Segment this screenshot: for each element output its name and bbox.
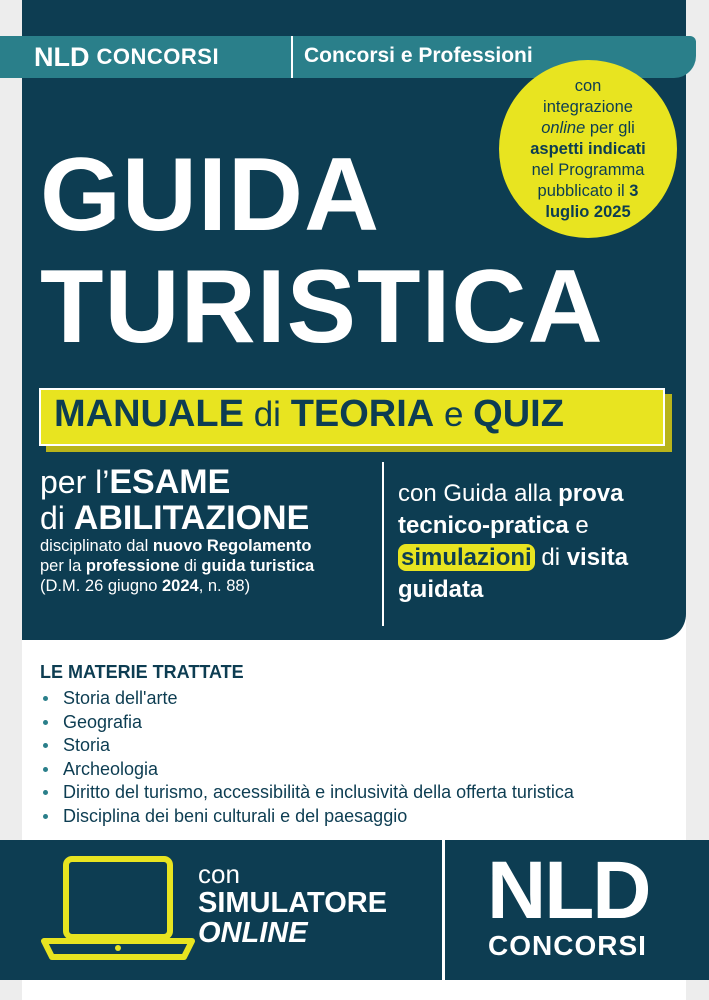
exam-line2: [40, 500, 314, 536]
text: di: [179, 557, 202, 575]
footer-divider: [442, 840, 445, 980]
simulator-online: ONLINE: [198, 917, 308, 949]
text-bold: nuovo Regolamento: [152, 537, 312, 555]
bullet-icon: [43, 790, 48, 795]
subject-label: Storia: [63, 735, 111, 755]
badge-line-bold: aspetti indicati: [530, 140, 646, 158]
laptop-icon: [38, 855, 198, 965]
bullet-icon: [43, 767, 48, 772]
text: di: [534, 544, 567, 571]
practical-test-description: [398, 478, 688, 606]
subject-label: Diritto del turismo, accessibilità e inclusività della offerta turistica: [63, 782, 574, 802]
series-label: Concorsi e Professioni: [304, 44, 533, 67]
regulation-line3: [40, 576, 314, 596]
publisher-logo-concorsi: CONCORSI: [488, 930, 647, 961]
text-bold: prova: [558, 480, 624, 507]
publisher-nld: NLD: [34, 41, 90, 72]
practical-line2: [398, 510, 688, 542]
highlight-simulazioni: simulazioni: [398, 544, 535, 571]
text: di: [40, 500, 74, 536]
list-item: [40, 687, 574, 711]
badge-text: pubblicato il: [537, 182, 630, 200]
regulation-line1: [40, 536, 314, 556]
online-integration-badge: [499, 60, 677, 238]
list-item: [40, 711, 574, 735]
text-bold: visita: [566, 544, 629, 571]
list-item: [40, 758, 574, 782]
badge-line: [499, 181, 677, 202]
practical-line3: [398, 542, 688, 574]
exam-line1: [40, 464, 314, 500]
text: per la: [40, 557, 86, 575]
badge-bold: 3: [629, 182, 639, 200]
text: (D.M. 26 giugno: [40, 577, 162, 595]
bullet-icon: [43, 743, 48, 748]
subtitle-teoria: TEORIA: [290, 393, 435, 435]
badge-text: per gli: [585, 119, 635, 137]
subject-label: Disciplina dei beni culturali e del paesaggio: [63, 805, 408, 826]
band-divider: [291, 36, 293, 78]
list-item: [40, 805, 574, 829]
badge-line: nel Programma: [531, 161, 645, 179]
text: con Guida alla: [398, 480, 559, 507]
text-bold: ABILITAZIONE: [73, 499, 310, 537]
simulator-label: SIMULATORE: [198, 887, 388, 919]
text-bold: guidata: [398, 576, 484, 603]
text: e: [568, 512, 589, 539]
badge-line: con: [574, 77, 602, 95]
list-item: [40, 781, 574, 805]
text: , n. 88): [198, 577, 251, 595]
subjects-section: [40, 662, 574, 828]
badge-line: integrazione: [543, 98, 633, 116]
subject-label: Archeologia: [63, 758, 159, 779]
simulator-con: con: [198, 859, 240, 889]
publisher-logo-nld: NLD: [487, 845, 650, 936]
subtitle-di: di: [243, 395, 291, 434]
book-title-line1: GUIDA: [40, 137, 381, 253]
practical-line4: [398, 574, 688, 606]
text: per l’: [40, 464, 110, 500]
bullet-icon: [43, 696, 48, 701]
practical-line1: [398, 478, 688, 510]
bullet-icon: [43, 814, 48, 819]
subtitle-manuale: MANUALE: [54, 393, 244, 435]
book-subtitle: [54, 393, 564, 443]
text-bold: guida turistica: [201, 557, 315, 575]
badge-line: [499, 118, 677, 139]
text-bold: professione: [85, 557, 180, 575]
list-item: [40, 734, 574, 758]
subtitle-quiz: QUIZ: [473, 393, 564, 435]
exam-description: [40, 464, 314, 596]
regulation-line2: [40, 556, 314, 576]
text-bold: ESAME: [109, 463, 231, 501]
badge-line-bold: luglio 2025: [545, 203, 631, 221]
subject-label: Storia dell'arte: [63, 688, 178, 708]
subtitle-e: e: [434, 395, 474, 434]
text: disciplinato dal: [40, 537, 153, 555]
text-bold: tecnico-pratica: [398, 512, 569, 539]
bottom-edge-white: [22, 980, 686, 1000]
subjects-list: [40, 687, 574, 828]
text-bold: 2024: [161, 577, 199, 595]
online-simulator: [198, 860, 387, 948]
vertical-divider: [382, 462, 384, 626]
bullet-icon: [43, 720, 48, 725]
book-title-line2: TURISTICA: [40, 249, 604, 365]
publisher-logo-small: [34, 40, 219, 74]
publisher-concorsi: CONCORSI: [96, 44, 220, 69]
subject-label: Geografia: [63, 711, 143, 732]
badge-italic: online: [541, 119, 586, 137]
subjects-heading: LE MATERIE TRATTATE: [40, 662, 244, 682]
